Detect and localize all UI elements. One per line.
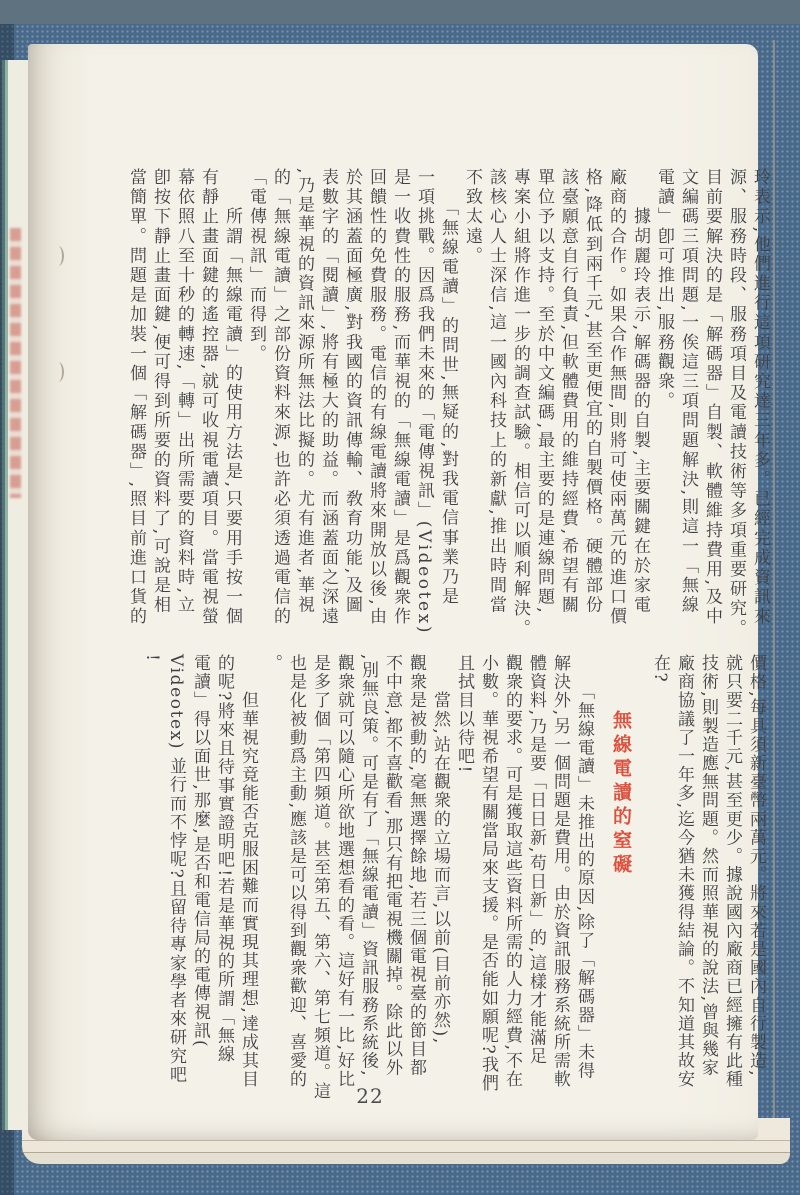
page-curl-mark [52,362,64,382]
text-column: 一項挑戰。因爲我們未來的「電傳視訊」(Videotex) [414,168,434,636]
text-column: 在? [650,654,670,684]
text-column: 觀衆是被動的,毫無選擇餘地,若三個電視臺的節目都 [406,654,426,1078]
text-column: 「無線電讀」的問世,無疑的,對我電信事業乃是 [438,168,458,607]
text-column: 表數字的「閱讀」,將有極大的助益。而涵蓋面之深遠 [318,168,338,627]
text-column: ,別無良策。可是有了「無線電讀」資訊服務系統後, [358,654,378,1078]
text-column: 觀衆的要求。可是獲取這些資料所需的人力經費,不在 [502,654,522,1089]
text-column: 回饋性的免費服務。電信的有線電讀將來開放以後,由 [366,168,386,627]
text-column: 目前要解決的是「解碼器」自製、軟體維持費用,及中 [702,168,722,627]
text-column: ,乃是華視的資訊來源所無法比擬的。尤有進者,華視 [294,168,314,616]
text-column: 卽按下靜止畫面鍵,便可得到所要的資料了,可說是相 [150,168,170,616]
text-column: 是多了個「第四頻道。甚至第五、第六、第七頻道。這 [310,654,330,1101]
text-column: 不中意,都不喜歡看,那只有把電視機關掉。除此以外 [382,654,402,1078]
section-heading: 無線電讀的窒礙 [610,710,632,878]
text-column: 解決外,另一個問題是費用。由於資訊服務系統所需軟 [550,654,570,1089]
text-column: 價格,每具須新臺幣兩萬元。將來若是國內自行製造, [746,654,766,1078]
text-column: 技術,則製造應無問題。然而照華視的說法,曾與幾家 [698,654,718,1078]
article-bottom-block [106,654,768,1106]
text-column: 該臺願意自行負責,但軟體費用的維持經費,希望有關 [558,168,578,616]
text-column: 體資料,乃是要「日日新,苟日新」的,這樣才能滿足 [526,654,546,1066]
page-curl-mark [52,246,64,266]
text-column: 也是化被動爲主動,應該是可以得到觀衆歡迎、喜愛的 [286,654,306,1089]
text-column: 於其涵蓋面極廣,對我國的資訊傳輸、敎育功能,及圖 [342,168,362,616]
text-column: 且拭目以待吧! [454,654,474,775]
text-column: ! [142,654,162,663]
text-column: 所謂「無線電讀」的使用方法是,只要用手按一個 [222,168,242,627]
page-number: 22 [356,1084,384,1108]
text-column: 的「無線電讀」之部份資料來源,也許必須透過電信的 [270,168,290,627]
text-column: 是一收費性的服務,而華視的「無線電讀」是爲觀衆作 [390,168,410,627]
text-column: Videotex) 並行而不悖呢?且留待專家學者來研究吧 [166,654,186,1085]
text-column: 「電傳視訊」而得到。 [246,168,266,364]
text-column: 電讀」得以面世,那麼,是否和電信局的電傳視訊( [190,654,210,1049]
text-column: 的呢?將來且待事實證明吧!若是華視的所謂「無線 [214,654,234,1064]
text-column: 廠商的合作。如果合作無間,則將可使兩萬元的進口價 [606,168,626,627]
text-column: 當然,站在觀衆的立場而言,以前(目前亦然), [430,654,450,1045]
text-column: 專案小組將作進一步的調查試驗。相信可以順利解決。 [510,168,530,639]
text-column: 格,降低到兩千元,甚至更便宜的自製價格。硬體部份 [582,168,602,616]
text-column: 廠商協議了一年多,迄今猶未獲得結論。不知道其故安 [674,654,694,1089]
text-column: 但華視究竟能否克服困難而實現其理想,達成其目 [238,654,258,1089]
text-column: 玲表示,他們進行這項研究達三年多。已經完成資訊來 [750,168,770,627]
text-column: 據胡麗玲表示,解碼器的自製,主要關鍵在於家電 [630,168,650,616]
text-column: 觀衆就可以隨心所欲地選想看的看。這好有一比,好比 [334,654,354,1089]
text-column: 不致太遠。 [462,168,482,266]
text-column: 就只要二千元,甚至更少。據說國內廠商已經擁有此種 [722,654,742,1089]
text-column: 幕依照八至十秒的轉速,「轉」出所需要的資料時,立 [174,168,194,616]
text-column: 小數。華視希望有關當局來支援。是否能如願呢?我們 [478,654,498,1093]
text-column: 文編碼三項問題,一俟這三項問題解決,則這一「無線 [678,168,698,616]
text-column: 電讀」卽可推出,服務觀衆。 [654,168,674,412]
text-column: 該核心人士深信,這一國內科技上的新獻,推出時間當 [486,168,506,616]
text-column: 有靜止畫面鍵的遙控器,就可收視電讀項目。當電視螢 [198,168,218,627]
text-column: 源、服務時段、服務項目及電讀技術等多項重要研究。 [726,168,746,639]
text-column: 單位予以支持。至於中文編碼,最主要的是連線問題, [534,168,554,616]
text-column: 「無線電讀」未推出的原因,除了「解碼器」未得 [574,654,594,1081]
text-column: 。 [262,654,282,673]
article-top-block [124,168,772,652]
spine-bleed-red-text [10,228,21,498]
text-column: 當簡單。問題是加裝一個「解碼器」,照目前進口貨的 [126,168,146,627]
